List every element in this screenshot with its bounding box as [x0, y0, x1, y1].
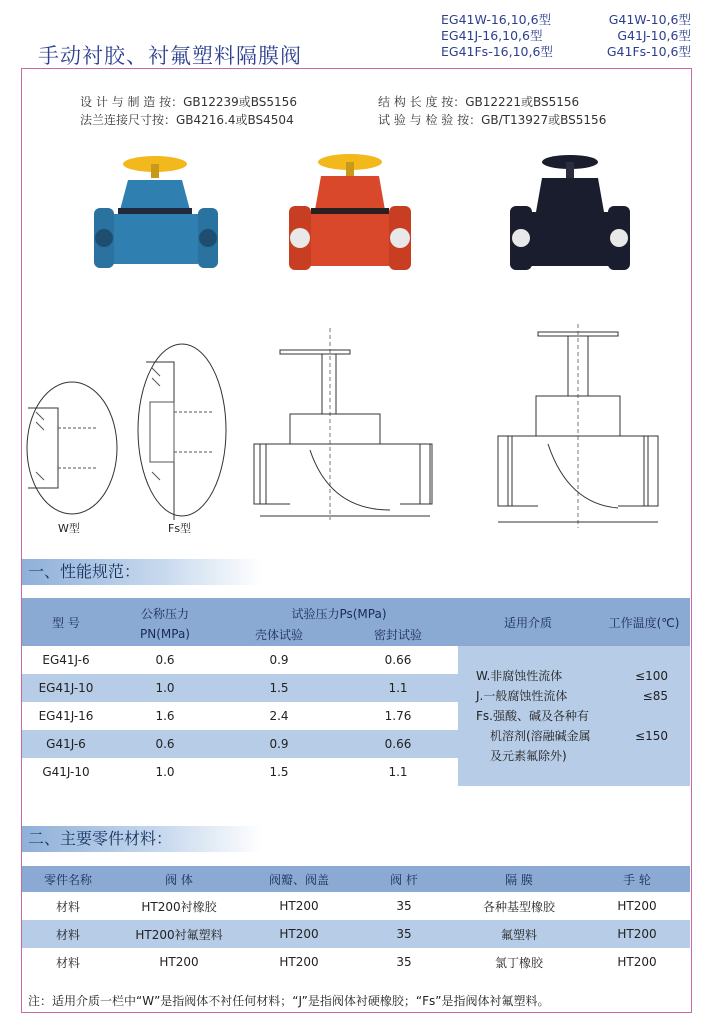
col-stem: 阀 杆	[354, 866, 454, 892]
col-handwheel: 手 轮	[584, 866, 690, 892]
cell: 35	[396, 955, 412, 969]
cell-seal: 1.1	[338, 674, 458, 702]
col-pn: 公称压力	[110, 598, 220, 622]
medium-text: Fs.强酸、碱及各种有	[476, 709, 589, 723]
standards-left	[80, 93, 297, 129]
medium-text: J.一般腐蚀性流体	[476, 689, 568, 703]
cell-shell: 1.5	[220, 674, 338, 702]
col-part-name: 零件名称	[22, 866, 114, 892]
cell: 材料	[22, 920, 114, 948]
col-temp: 工作温度(℃)	[598, 598, 690, 646]
cell-seal: 1.76	[384, 709, 412, 723]
cell-shell: 2.4	[269, 709, 289, 723]
valve-section-drawing-1	[250, 320, 450, 530]
col-disc-bonnet: 阀瓣、阀盖	[244, 866, 354, 892]
col-shell-test: 壳体试验	[220, 622, 338, 646]
performance-table	[22, 598, 690, 786]
cell-pn: 1.0	[110, 674, 220, 702]
cell-seal: 0.66	[384, 653, 412, 667]
model-code: G41J-10,6型	[617, 28, 691, 43]
col-body: 阀 体	[114, 866, 244, 892]
medium-temp: ≤85	[642, 689, 668, 703]
materials-table	[22, 866, 690, 976]
valve-section-drawing-2	[478, 318, 688, 538]
cell-model: EG41J-10	[22, 674, 110, 702]
cell-pn: 0.6	[110, 730, 220, 758]
cell: HT200	[159, 955, 199, 969]
model-code: EG41W-16,10,6型	[441, 12, 552, 27]
cell-model: G41J-10	[42, 765, 90, 779]
model-code: EG41Fs-16,10,6型	[441, 44, 553, 59]
cell-shell: 1.5	[269, 765, 289, 779]
medium-cell	[458, 646, 690, 786]
model-code: G41W-10,6型	[608, 12, 691, 27]
col-model: 型 号	[22, 598, 110, 646]
cell: HT200	[617, 899, 657, 913]
w-type-label: W型	[58, 522, 80, 535]
cell: 氯丁橡胶	[494, 955, 543, 970]
medium-temp: ≤100	[635, 669, 668, 683]
cell: HT200	[279, 955, 319, 969]
col-pn-unit: PN(MPa)	[110, 622, 220, 646]
cell: HT200	[279, 899, 319, 913]
cell: HT200衬氟塑料	[114, 920, 244, 948]
cell: 35	[354, 920, 454, 948]
cell-model: EG41J-6	[42, 653, 90, 667]
col-medium: 适用介质	[458, 598, 598, 646]
section-materials-heading: 二、主要零件材料：	[22, 826, 262, 852]
section-performance-heading: 一、性能规范：	[22, 559, 262, 585]
medium-temp: ≤150	[635, 729, 668, 743]
model-code: EG41J-16,10,6型	[441, 28, 543, 43]
table-row	[22, 948, 690, 976]
test-standard: 试 验 与 检 验 按：GB/T13927或BS5156	[378, 113, 607, 127]
red-valve-photo	[285, 150, 415, 280]
cell-seal: 1.1	[388, 765, 408, 779]
standards-right	[378, 93, 606, 129]
cell: 材料	[55, 955, 80, 970]
col-test-pressure: 试验压力Ps(MPa)	[220, 598, 458, 622]
table-row	[22, 646, 690, 674]
cell-pn: 0.6	[155, 653, 175, 667]
cell-shell: 0.9	[220, 730, 338, 758]
cell-pn: 1.6	[155, 709, 175, 723]
blue-valve-photo	[88, 150, 223, 280]
page-title: 手动衬胶、衬氟塑料隔膜阀	[38, 44, 302, 68]
cell: 材料	[55, 899, 80, 914]
cell-model: G41J-6	[22, 730, 110, 758]
col-diaphragm: 隔 膜	[454, 866, 584, 892]
cell: 氟塑料	[454, 920, 584, 948]
cell: 35	[396, 899, 412, 913]
w-type-detail-drawing	[24, 378, 119, 520]
cell-shell: 0.9	[269, 653, 289, 667]
table-row	[22, 892, 690, 920]
design-standard: 设 计 与 制 造 按：GB12239或BS5156	[80, 95, 297, 109]
fs-type-label: Fs型	[168, 522, 192, 535]
model-code: G41Fs-10,6型	[606, 44, 691, 59]
medium-text: 及元素氟除外)	[490, 749, 567, 763]
model-list	[441, 12, 691, 60]
cell: 各种基型橡胶	[482, 899, 555, 914]
footnote: 注：适用介质一栏中“W”是指阀体不衬任何材料；“J”是指阀体衬硬橡胶；“Fs”是指阀体衬氟塑料。	[28, 994, 550, 1008]
flange-standard: 法兰连接尺寸按：GB4216.4或BS4504	[80, 113, 294, 127]
cell: HT200衬橡胶	[141, 899, 217, 914]
fs-type-detail-drawing	[136, 342, 228, 520]
cell: HT200	[617, 955, 657, 969]
length-standard: 结 构 长 度 按：GB12221或BS5156	[378, 95, 580, 109]
medium-text: W.非腐蚀性流体	[476, 669, 563, 683]
table-row	[22, 920, 690, 948]
col-seal-test: 密封试验	[338, 622, 458, 646]
cell: HT200	[244, 920, 354, 948]
black-valve-photo	[508, 150, 638, 280]
medium-text: 机溶剂(溶融碱金属	[490, 729, 591, 743]
cell: HT200	[584, 920, 690, 948]
cell-seal: 0.66	[338, 730, 458, 758]
cell-model: EG41J-16	[38, 709, 94, 723]
cell-pn: 1.0	[155, 765, 175, 779]
